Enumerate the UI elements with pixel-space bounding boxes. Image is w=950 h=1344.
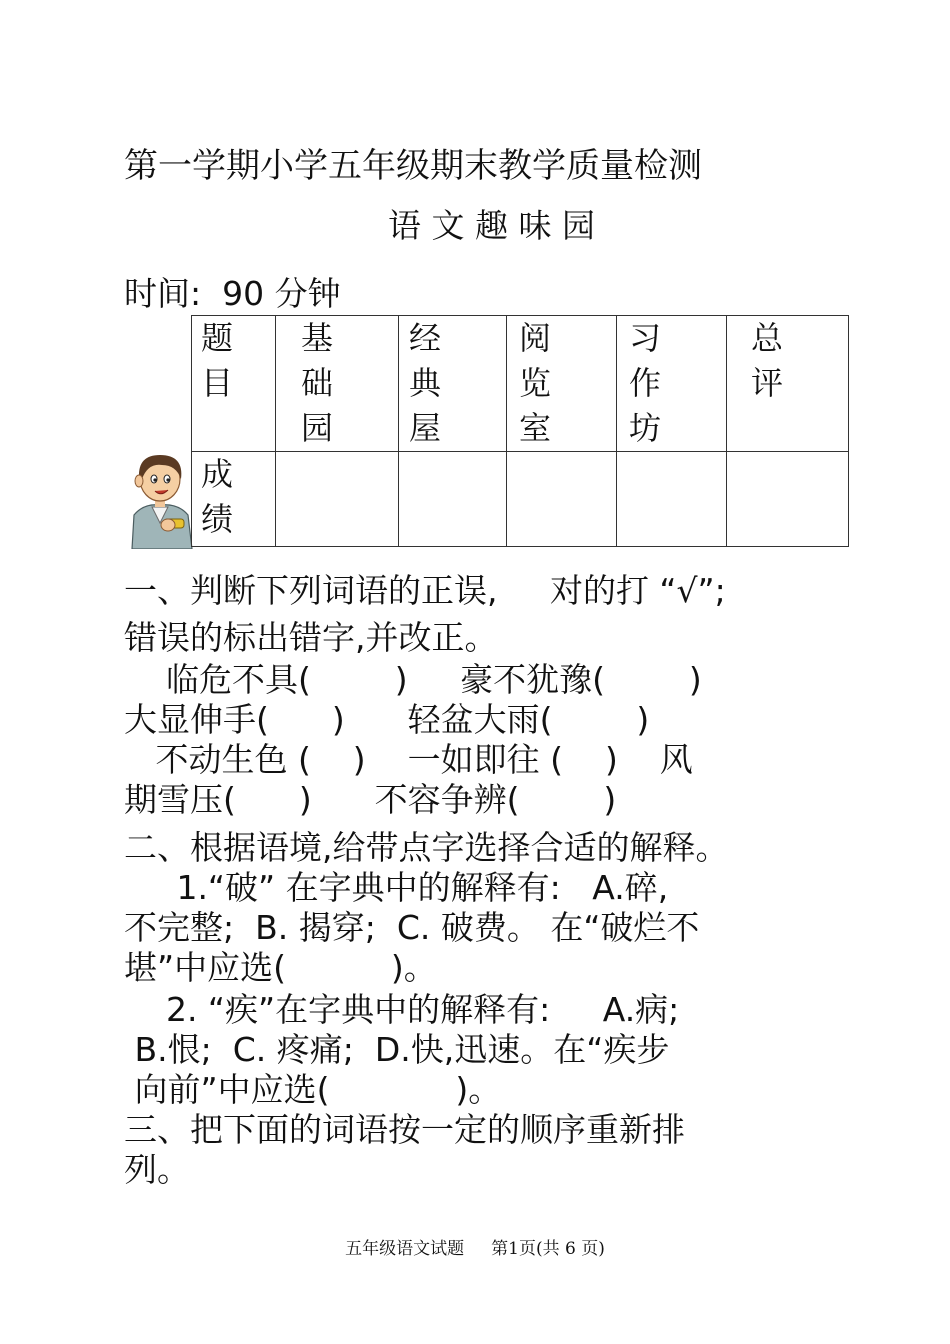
table-header-cell: 习作坊 [617,316,727,452]
section1-item-line: 临危不具( ) 豪不犹豫( ) [124,660,702,699]
table-header-cell: 阅览室 [507,316,617,452]
table-header-cell: 经典屋 [399,316,507,452]
table-header-cell: 题目 [192,316,276,452]
table-header-cell: 基础园 [276,316,399,452]
section2-question-line: 堪”中应选( )。 [124,948,437,987]
section1-item-line: 期雪压( ) 不容争辨( ) [124,780,617,819]
section2-question-line: 2. “疾”在字典中的解释有: A.病; [124,990,680,1029]
score-cell [507,452,617,547]
section2-question-line: 向前”中应选( )。 [124,1070,502,1109]
section1-heading: 一、判断下列词语的正误, 对的打 “√”; [124,571,726,610]
section3-heading: 三、把下面的词语按一定的顺序重新排 [124,1110,685,1149]
exam-time: 时间: 90 分钟 [124,274,341,313]
row-label-cell: 成绩 [192,452,276,547]
score-cell [276,452,399,547]
score-table-score-row [192,452,849,547]
score-table-header-row [192,316,849,452]
exam-subtitle: 语 文 趣 味 园 [388,206,595,245]
page-footer: 五年级语文试题 第1页(共 6 页) [345,1239,605,1259]
student-illustration [114,430,186,530]
section1-item-line: 不动生色 ( ) 一如即往 ( ) 风 [124,740,693,779]
section2-question-line: 1.“破” 在字典中的解释有: A.碎, [124,868,669,907]
score-table [191,315,849,547]
section1-instruction: 错误的标出错字,并改正。 [124,618,498,657]
section3-heading-continued: 列。 [124,1150,190,1189]
section2-question-line: 不完整; B. 揭穿; C. 破费。 在“破烂不 [124,908,700,947]
exam-title: 第一学期小学五年级期末教学质量检测 [124,146,702,186]
section1-item-line: 大显伸手( ) 轻盆大雨( ) [124,700,650,739]
section2-heading: 二、根据语境,给带点字选择合适的解释。 [124,828,729,867]
section2-question-line: B.恨; C. 疼痛; D.快,迅速。在“疾步 [124,1030,670,1069]
table-header-cell: 总评 [727,316,849,452]
score-cell [399,452,507,547]
score-cell [617,452,727,547]
score-cell [727,452,849,547]
